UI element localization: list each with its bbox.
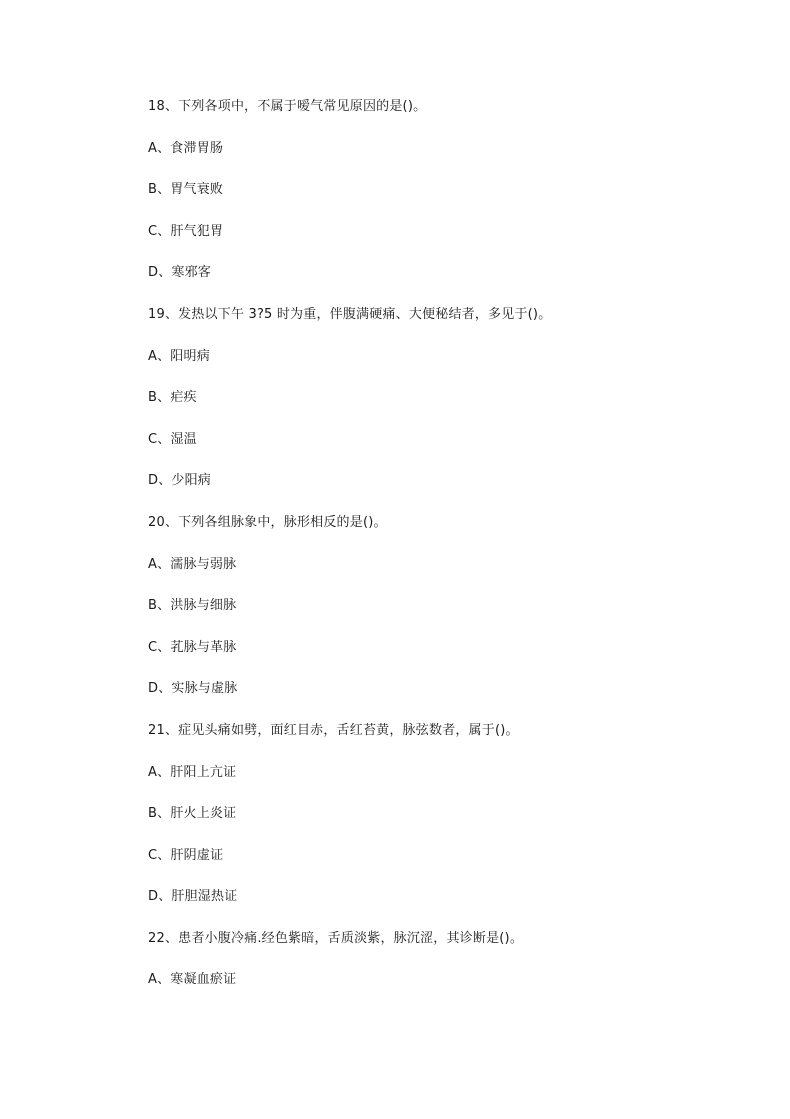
- question-19-option-d: D、少阳病: [148, 473, 212, 489]
- question-19-option-a: A、阳明病: [148, 348, 210, 364]
- question-19-option-c: C、湿温: [148, 431, 197, 447]
- document-page: [148, 96, 748, 1011]
- question-21-option-a: A、肝阳上亢证: [148, 764, 237, 780]
- question-21-option-d: D、肝胆湿热证: [148, 889, 238, 905]
- question-18-option-d: D、寒邪客: [148, 265, 212, 281]
- question-21-option-b: B、肝火上炎证: [148, 806, 237, 822]
- question-21-stem: 21、症见头痛如劈，面红目赤，舌红苔黄，脉弦数者，属于()。: [148, 722, 519, 738]
- question-20-stem: 20、下列各组脉象中，脉形相反的是()。: [148, 514, 387, 530]
- question-18-option-a: A、食滞胃肠: [148, 140, 224, 156]
- question-22-stem: 22、患者小腹冷痛.经色紫暗，舌质淡紫，脉沉涩，其诊断是()。: [148, 930, 524, 946]
- question-18-option-b: B、胃气衰败: [148, 182, 224, 198]
- question-19-stem: 19、发热以下午 3?5 时为重，伴腹满硬痛、大便秘结者，多见于()。: [148, 306, 552, 322]
- question-21-option-c: C、肝阴虚证: [148, 847, 224, 863]
- question-20-option-b: B、洪脉与细脉: [148, 598, 237, 614]
- question-20-option-a: A、濡脉与弱脉: [148, 556, 237, 572]
- question-20-option-d: D、实脉与虚脉: [148, 681, 238, 697]
- question-19-option-b: B、疟疾: [148, 390, 197, 406]
- question-20-option-c: C、芤脉与革脉: [148, 639, 237, 655]
- question-18-option-c: C、肝气犯胃: [148, 223, 224, 239]
- question-18-stem: 18、下列各项中，不属于嗳气常见原因的是()。: [148, 99, 427, 114]
- question-22-option-a: A、寒凝血瘀证: [148, 972, 237, 988]
